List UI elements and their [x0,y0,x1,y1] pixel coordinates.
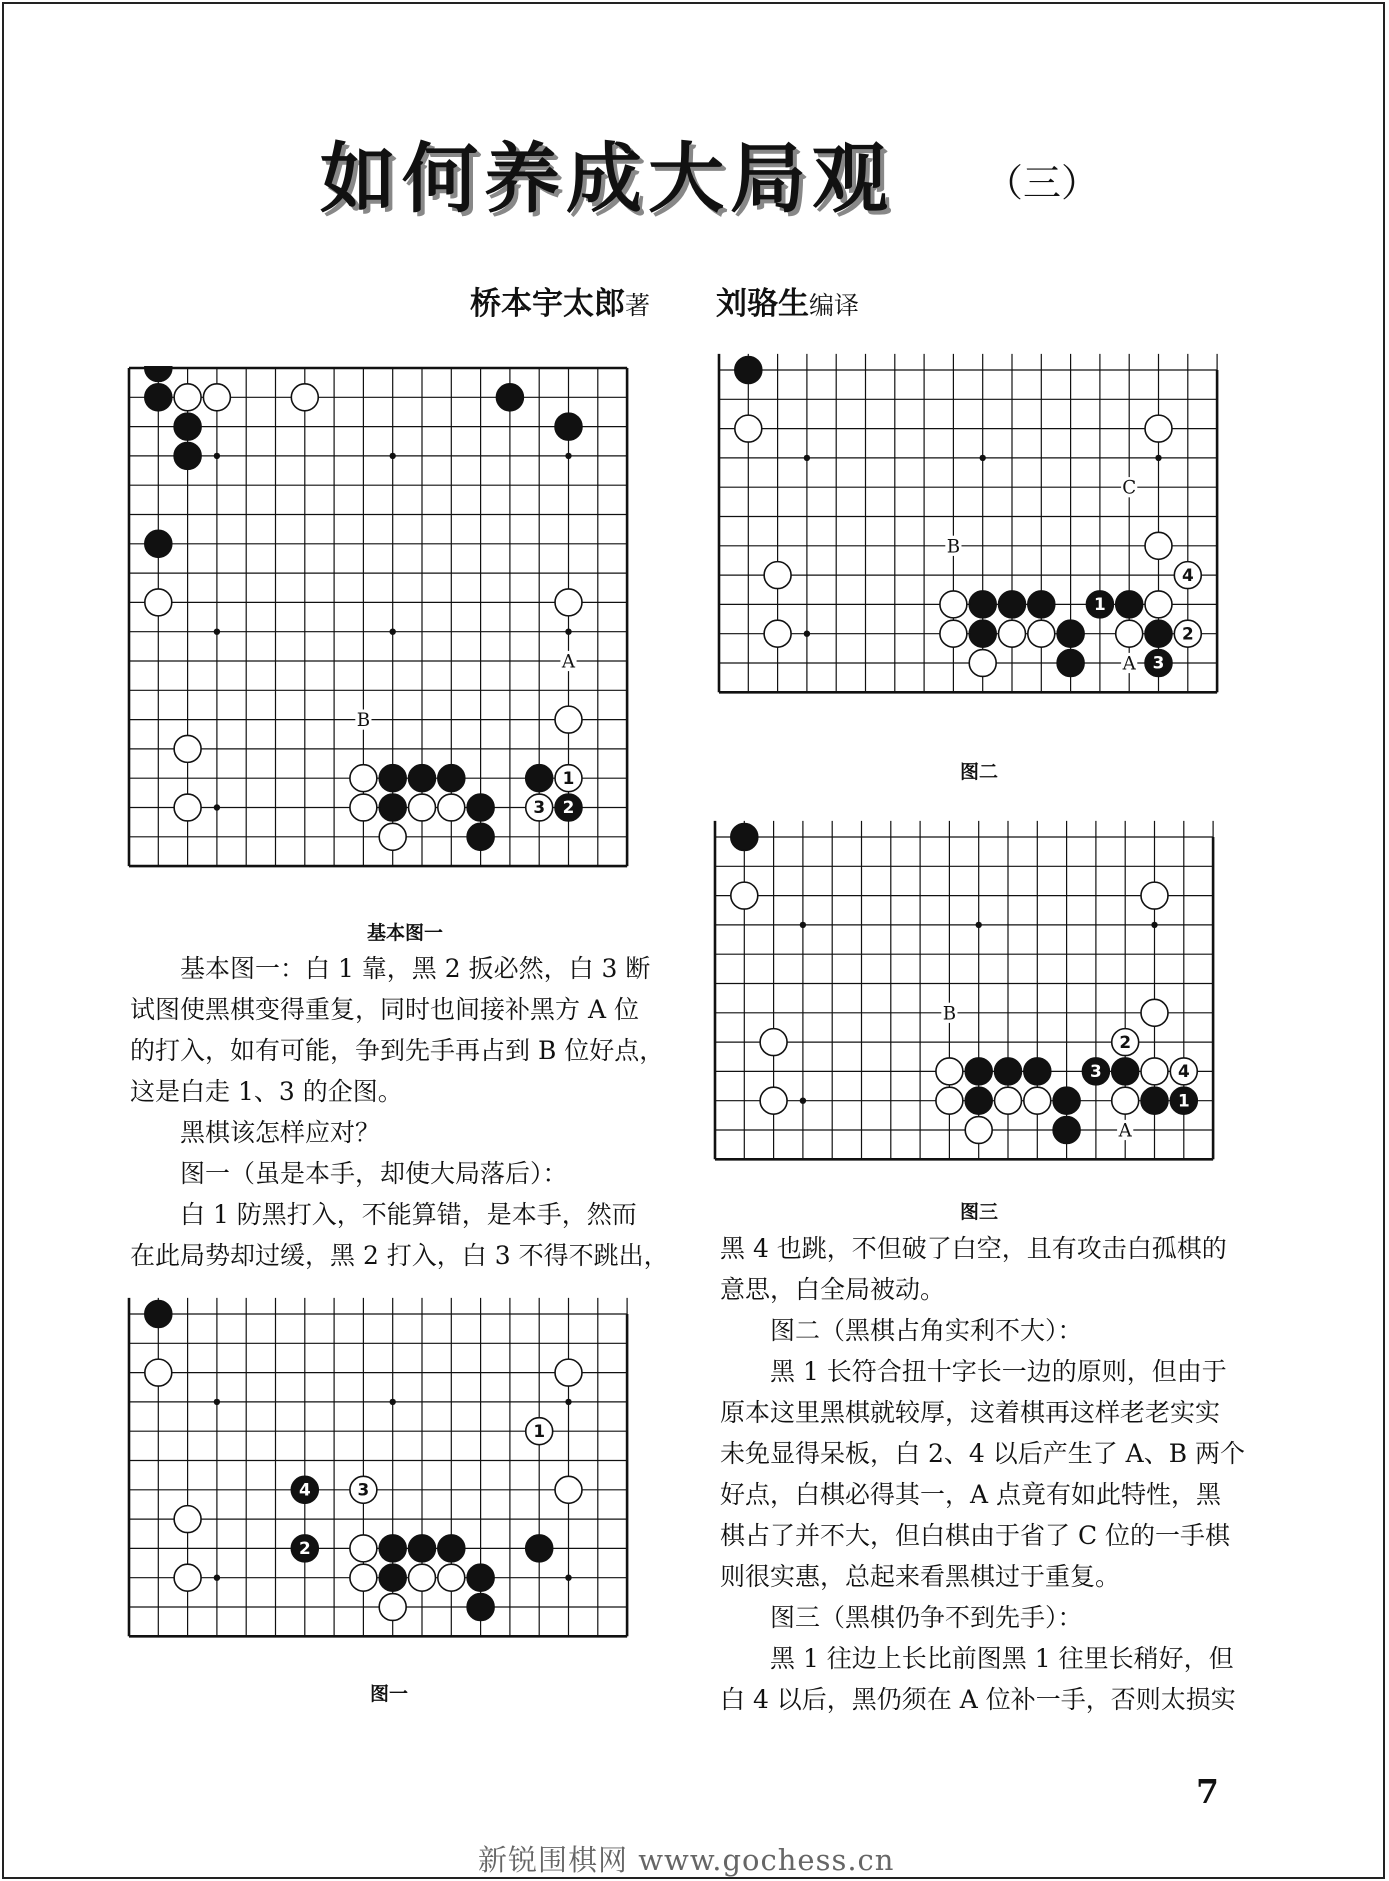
black-stone [145,1301,172,1328]
left-text-line: 黑棋该怎样应对？ [180,1118,381,1147]
white-stone [174,794,201,821]
white-stone [555,1359,582,1386]
white-stone [764,620,791,647]
move-number: 4 [298,1479,311,1500]
black-stone [467,823,494,850]
right-text-line: 好点，白棋必得其一，A 点竟有如此特性，黑 [720,1480,1222,1509]
caption-fig2: 图二 [960,761,999,783]
white-stone [1145,532,1172,559]
white-stone [438,1564,465,1591]
white-stone [995,1087,1022,1114]
right-text-line: 黑 4 也跳，不但破了白空，且有攻击白孤棋的 [720,1234,1227,1263]
white-stone [764,562,791,589]
black-stone [1057,650,1084,677]
white-stone [555,706,582,733]
right-text-line: 则很实惠，总起来看黑棋过于重复。 [720,1562,1121,1591]
authors-line [470,278,859,323]
black-stone [467,1594,494,1621]
move-number: 3 [1090,1061,1102,1082]
board-fig1-svg [127,1292,662,1648]
white-stone [174,1564,201,1591]
star-point [800,922,806,928]
white-stone [936,1087,963,1114]
point-label: B [356,710,371,732]
board-fig2 [717,348,1235,704]
black-stone [379,1564,406,1591]
star-point [804,631,810,637]
black-stone [1112,1058,1139,1085]
black-stone [1116,591,1143,618]
black-stone [1024,1058,1051,1085]
black-stone [555,413,582,440]
left-text-line: 这是白走 1、3 的企图。 [130,1077,403,1106]
black-stone [438,765,465,792]
translator-role: 编译 [809,291,860,320]
white-stone [1141,1058,1168,1085]
white-stone [438,794,465,821]
star-point [214,629,220,635]
black-stone [467,1564,494,1591]
series-number: （三） [985,161,1100,205]
black-stone [1145,620,1172,647]
caption-fig1: 图一 [370,1683,409,1705]
white-stone [1116,620,1143,647]
black-stone [438,1535,465,1562]
author-role: 著 [625,291,651,320]
point-label: A [561,651,576,673]
star-point [565,1575,571,1581]
right-text [720,1228,1245,1720]
point-label: A [1122,653,1136,675]
move-number: 1 [533,1420,546,1441]
right-text-line: 未免显得呆板，白 2、4 以后产生了 A、B 两个 [720,1439,1246,1468]
white-stone [174,1506,201,1533]
star-point [390,629,396,635]
white-stone [731,882,758,909]
board-fig3 [713,815,1231,1171]
star-point [804,455,810,461]
star-point [214,453,220,459]
black-stone [1053,1117,1080,1144]
white-stone [291,384,318,411]
left-text-line: 试图使黑棋变得重复，同时也间接补黑方 A 位 [130,995,639,1024]
move-number: 1 [1177,1090,1190,1111]
white-stone [409,794,436,821]
white-stone [350,1535,377,1562]
board-fig3-svg [713,815,1231,1171]
move-number: 4 [1181,564,1194,585]
move-number: 2 [1181,623,1194,644]
white-stone [350,765,377,792]
white-stone [1145,591,1172,618]
move-number: 2 [562,797,575,818]
star-point [980,455,986,461]
black-stone [145,384,172,411]
star-point [390,1399,396,1405]
footer-watermark: 新锐围棋网 www.gochess.cn [478,1843,895,1877]
left-text [130,948,669,1276]
white-stone [1145,415,1172,442]
black-stone [965,1087,992,1114]
white-stone [379,823,406,850]
black-stone [379,765,406,792]
star-point [976,922,982,928]
caption-basic: 基本图一 [367,922,444,944]
star-point [390,453,396,459]
black-stone [379,794,406,821]
white-stone [145,589,172,616]
white-stone [350,1564,377,1591]
black-stone [379,1535,406,1562]
white-stone [1141,999,1168,1026]
star-point [565,1399,571,1405]
white-stone [1112,1087,1139,1114]
black-stone [1028,591,1055,618]
white-stone [1024,1087,1051,1114]
black-stone [496,384,523,411]
right-text-line: 棋占了并不大，但白棋由于省了 C 位的一手棋 [720,1521,1231,1550]
star-point [214,1575,220,1581]
white-stone [174,384,201,411]
left-text-line: 基本图一：白 1 靠，黑 2 扳必然，白 3 断 [180,954,651,983]
white-stone [379,1594,406,1621]
right-text-line: 黑 1 长符合扭十字长一边的原则，但由于 [770,1357,1227,1386]
black-stone [409,765,436,792]
right-text-line: 图三（黑棋仍争不到先手）： [770,1603,1083,1632]
page-number: 7 [1196,1772,1219,1811]
translator-name: 刘骆生 [716,286,810,322]
right-text-line: 图二（黑棋占角实利不大）： [770,1316,1083,1345]
board-fig1 [127,1292,662,1648]
star-point [565,453,571,459]
black-stone [999,591,1026,618]
black-stone [969,591,996,618]
black-stone [1141,1087,1168,1114]
white-stone [999,620,1026,647]
black-stone [969,620,996,647]
white-stone [940,591,967,618]
white-stone [555,589,582,616]
star-point [565,629,571,635]
black-stone [174,442,201,469]
white-stone [1028,620,1055,647]
left-text-line: 图一（虽是本手，却使大局落后）： [180,1159,568,1188]
point-label: B [942,1003,957,1025]
black-stone [735,357,762,384]
white-stone [145,1359,172,1386]
right-text-line: 白 4 以后，黑仍须在 A 位补一手，否则太损实 [720,1685,1236,1714]
black-stone [526,1535,553,1562]
white-stone [760,1029,787,1056]
black-stone [174,413,201,440]
move-number: 3 [1152,652,1165,673]
move-number: 1 [562,767,575,788]
black-stone [1057,620,1084,647]
star-point [800,1098,806,1104]
white-stone [936,1058,963,1085]
star-point [1151,922,1157,928]
black-stone [145,530,172,557]
white-stone [940,620,967,647]
page-title: 如何养成大局观 [320,134,894,223]
move-number: 3 [533,797,546,818]
left-text-line: 在此局势却过缓，黑 2 打入，白 3 不得不跳出， [130,1241,669,1270]
board-basic [127,366,662,874]
black-stone [995,1058,1022,1085]
black-stone [731,824,758,851]
caption-fig3: 图三 [960,1201,999,1223]
white-stone [350,794,377,821]
black-stone [467,794,494,821]
black-stone [965,1058,992,1085]
move-number: 3 [357,1479,370,1500]
star-point [214,1399,220,1405]
right-text-line: 黑 1 往边上长比前图黑 1 往里长稍好，但 [770,1644,1234,1673]
white-stone [409,1564,436,1591]
black-stone [145,366,172,381]
black-stone [1053,1087,1080,1114]
white-stone [555,1476,582,1503]
left-text-line: 白 1 防黑打入，不能算错，是本手，然而 [180,1200,637,1229]
board-fig2-svg [717,348,1235,704]
white-stone [965,1117,992,1144]
white-stone [735,415,762,442]
black-stone [526,765,553,792]
left-text-line: 的打入，如有可能，争到先手再占到 B 位好点， [130,1036,665,1065]
move-number: 2 [1119,1031,1132,1052]
author-name: 桥本宇太郎 [470,286,625,322]
right-text-line: 原本这里黑棋就较厚，这着棋再这样老老实实 [720,1398,1221,1427]
right-text-line: 意思，白全局被动。 [720,1275,946,1304]
point-label: C [1122,477,1137,499]
black-stone [409,1535,436,1562]
white-stone [174,735,201,762]
point-label: A [1118,1120,1132,1142]
move-number: 2 [298,1538,311,1559]
move-number: 4 [1177,1061,1190,1082]
star-point [1155,455,1161,461]
white-stone [1141,882,1168,909]
star-point [214,804,220,810]
board-basic-svg [127,366,662,874]
white-stone [760,1087,787,1114]
white-stone [203,384,230,411]
move-number: 1 [1094,594,1106,615]
point-label: B [946,536,961,558]
white-stone [969,650,996,677]
